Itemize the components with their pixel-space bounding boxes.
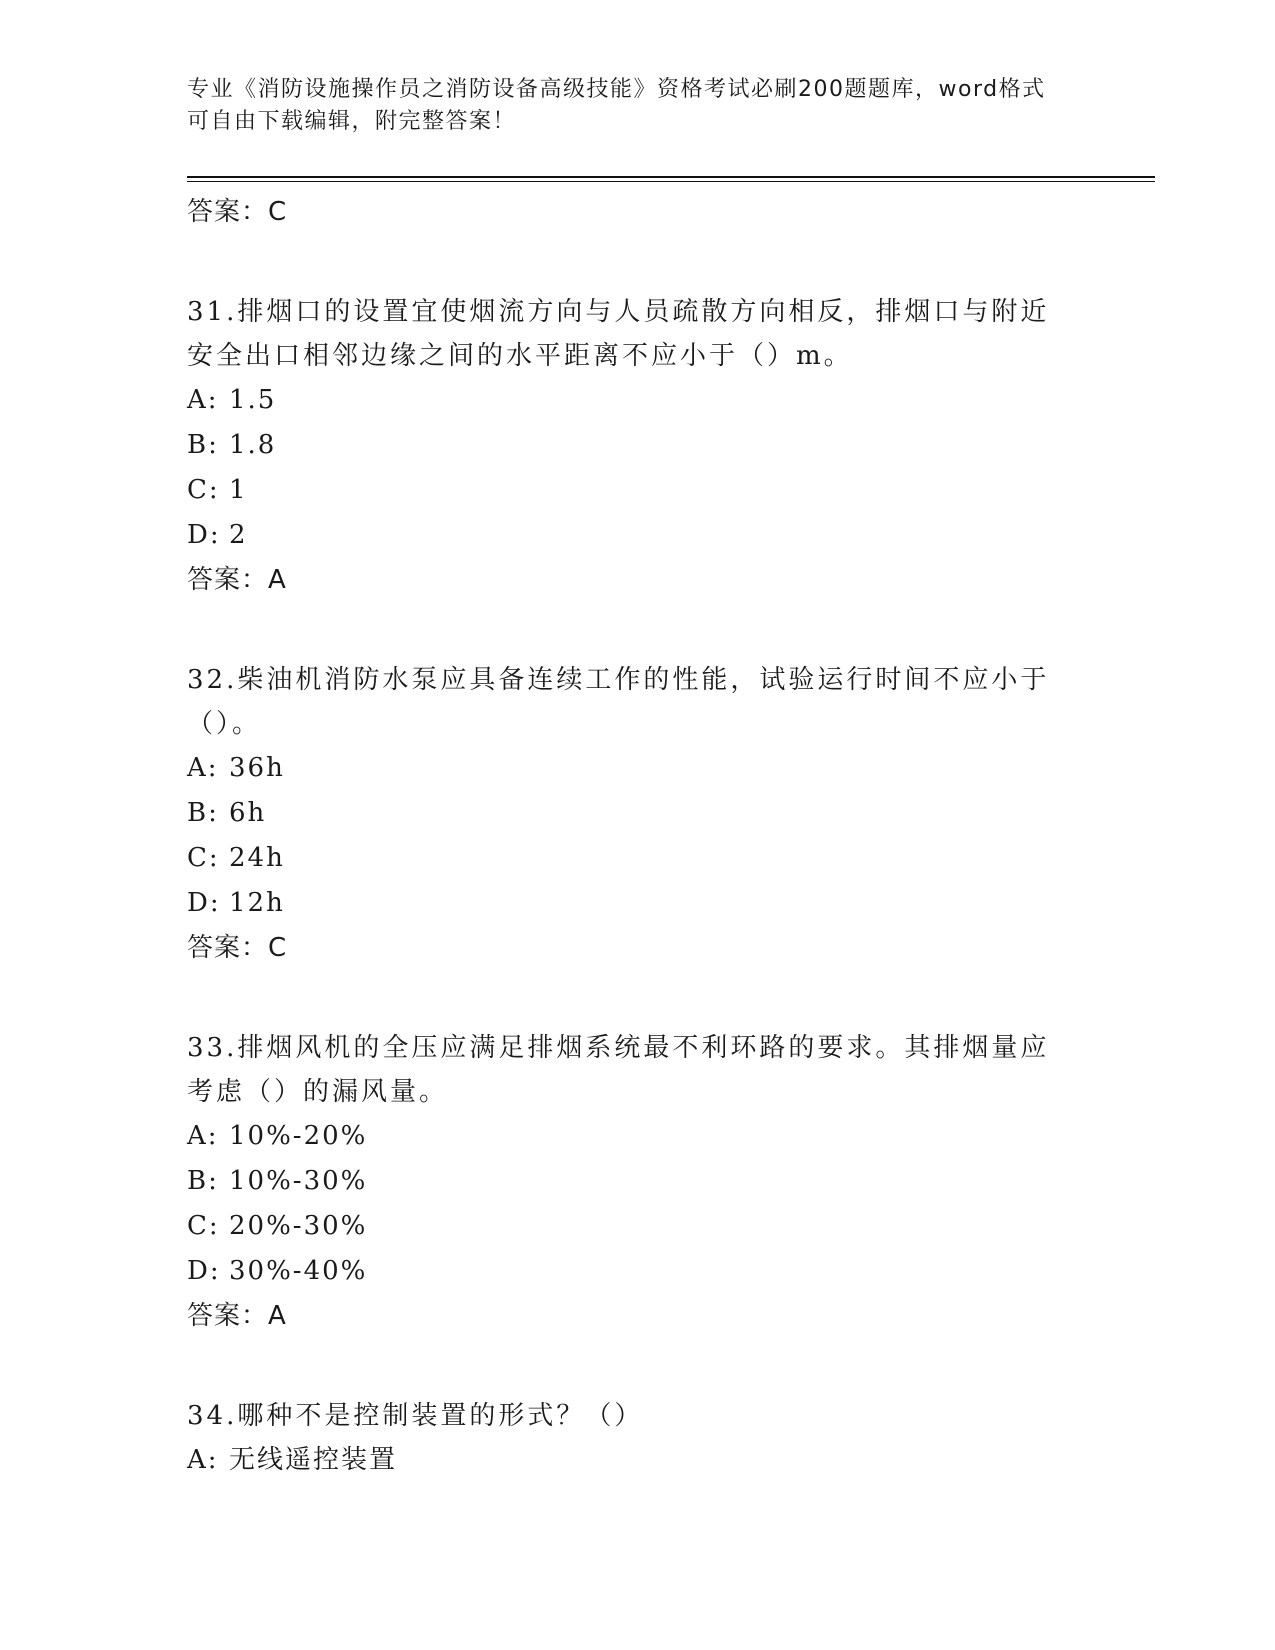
option-letter: C: xyxy=(187,475,220,505)
option-a xyxy=(187,746,1087,791)
answer-line: 答案：C xyxy=(187,933,288,963)
header-divider-thick xyxy=(187,176,1155,178)
option-text: 24h xyxy=(229,843,285,873)
option-b xyxy=(187,791,1087,836)
option-b xyxy=(187,423,1087,468)
option-letter: D: xyxy=(187,888,221,918)
option-letter: A: xyxy=(187,1445,219,1475)
option-text: 1 xyxy=(229,475,248,505)
option-letter: B: xyxy=(187,798,219,828)
question-stem: 34.哪种不是控制装置的形式？（） xyxy=(187,1401,644,1431)
question-34 xyxy=(187,1394,1087,1483)
option-a xyxy=(187,1438,1087,1483)
header-divider-thin xyxy=(187,181,1155,182)
option-text: 30%-40% xyxy=(229,1256,368,1286)
question-stem: 31.排烟口的设置宜使烟流方向与人员疏散方向相反，排烟口与附近安全出口相邻边缘之间的水平距离不应小于（）m。 xyxy=(187,297,1050,371)
option-text: 6h xyxy=(229,798,267,828)
option-text: 1.5 xyxy=(229,385,277,415)
option-letter: C: xyxy=(187,843,220,873)
option-letter: D: xyxy=(187,1256,221,1286)
option-letter: C: xyxy=(187,1211,220,1241)
document-header: 专业《消防设施操作员之消防设备高级技能》资格考试必刷200题题库，word格式可自由下载编辑，附完整答案！ xyxy=(187,77,1046,134)
option-c xyxy=(187,1204,1087,1249)
option-letter: B: xyxy=(187,1166,219,1196)
answer-line: 答案：A xyxy=(187,565,287,595)
option-c xyxy=(187,836,1087,881)
option-text: 1.8 xyxy=(229,430,277,460)
question-32 xyxy=(187,658,1087,970)
answer-line: 答案：A xyxy=(187,1301,287,1331)
option-c xyxy=(187,468,1087,513)
answer-line: 答案：C xyxy=(187,197,288,227)
option-text: 10%-20% xyxy=(229,1121,368,1151)
option-d xyxy=(187,881,1087,926)
option-text: 12h xyxy=(229,888,285,918)
question-stem: 33.排烟风机的全压应满足排烟系统最不利环路的要求。其排烟量应考虑（）的漏风量。 xyxy=(187,1033,1050,1107)
option-letter: A: xyxy=(187,753,219,783)
question-list xyxy=(187,190,1087,1483)
option-text: 36h xyxy=(229,753,285,783)
option-a xyxy=(187,378,1087,423)
option-letter: A: xyxy=(187,1121,219,1151)
option-d xyxy=(187,1249,1087,1294)
option-d xyxy=(187,513,1087,558)
option-b xyxy=(187,1159,1087,1204)
option-letter: A: xyxy=(187,385,219,415)
question-33 xyxy=(187,1026,1087,1338)
option-letter: B: xyxy=(187,430,219,460)
option-text: 20%-30% xyxy=(229,1211,368,1241)
option-text: 无线遥控装置 xyxy=(229,1445,398,1475)
option-text: 2 xyxy=(229,520,248,550)
question-31 xyxy=(187,290,1087,602)
option-letter: D: xyxy=(187,520,221,550)
question-stem: 32.柴油机消防水泵应具备连续工作的性能，试验运行时间不应小于（）。 xyxy=(187,665,1050,739)
option-text: 10%-30% xyxy=(229,1166,368,1196)
option-a xyxy=(187,1114,1087,1159)
